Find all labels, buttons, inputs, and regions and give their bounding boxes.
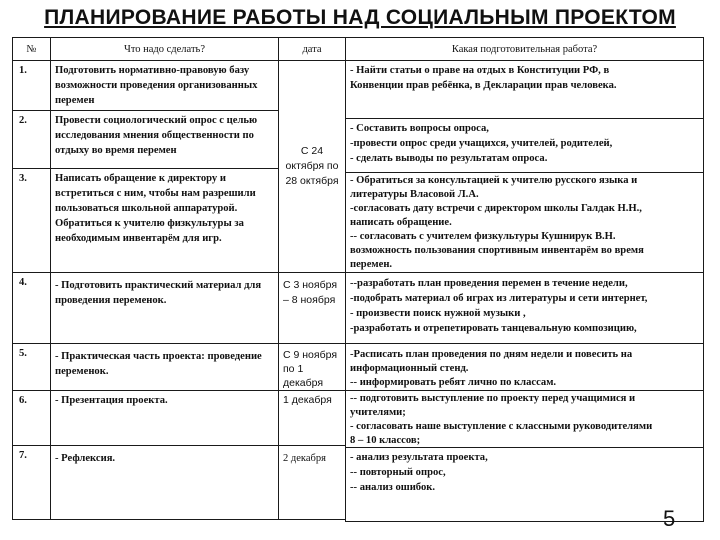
row-num: 5. (12, 343, 51, 391)
task-text: - Подготовить практический материал для проведения переменок. (55, 280, 262, 306)
task-cell (50, 272, 279, 344)
task-text: Подготовить нормативно-правовую базу возможности проведения организованных перемен (55, 65, 258, 106)
task-text: Провести социологический опрос с целью исследования мнения общественности по отдыху во время перемен (55, 115, 258, 156)
prep-line: перемен. (350, 259, 393, 270)
prep-line: написать обращение. (350, 217, 452, 228)
prep-line: Конвенции прав ребёнка, в Декларации прав человека. (350, 80, 617, 91)
date-line: 2 декабря (283, 453, 326, 464)
header-prep: Какая подготовительная работа? (345, 37, 704, 61)
prep-cell (345, 390, 704, 448)
date-cell (278, 60, 346, 273)
header-date: дата (278, 37, 346, 61)
prep-line: -согласовать дату встречи с директором школы Галдак Н.Н., (350, 203, 642, 214)
date-cell (278, 343, 346, 391)
row-num: 7. (12, 445, 51, 520)
date-cell (278, 272, 346, 344)
task-cell (50, 60, 279, 111)
prep-line: -разработать и отрепетировать танцевальную композицию, (350, 323, 637, 334)
date-line: 28 октября (285, 175, 339, 187)
task-cell (50, 168, 279, 273)
row-num: 4. (12, 272, 51, 344)
date-line: – 8 ноября (283, 294, 336, 306)
task-cell (50, 110, 279, 169)
prep-line: - Составить вопросы опроса, (350, 123, 489, 134)
prep-cell (345, 447, 704, 522)
prep-line: - сделать выводы по результатам опроса. (350, 153, 548, 164)
page-number: 5 (663, 506, 676, 531)
task-cell (50, 390, 279, 446)
prep-cell (345, 118, 704, 173)
prep-line: -- повторный опрос, (350, 467, 446, 478)
prep-line: -провести опрос среди учащихся, учителей, родителей, (350, 138, 613, 149)
prep-line: -- подготовить выступление по проекту перед учащимися и (350, 393, 636, 404)
prep-line: учителями; (350, 407, 406, 418)
prep-line: - согласовать наше выступление с классными руководителями (350, 421, 653, 432)
prep-line: - Обратиться за консультацией к учителю русского языка и (350, 175, 638, 186)
row-num: 1. (12, 60, 51, 111)
date-line: 1 декабря (283, 394, 332, 406)
date-line: С 9 ноября (283, 349, 338, 361)
page-title: ПЛАНИРОВАНИЕ РАБОТЫ НАД СОЦИАЛЬНЫМ ПРОЕКТОМ (44, 6, 676, 29)
date-cell (278, 390, 346, 446)
prep-cell (345, 172, 704, 273)
prep-line: литературы Власовой Л.А. (350, 189, 479, 200)
prep-cell (345, 60, 704, 119)
prep-line: - произвести поиск нужной музыки , (350, 308, 526, 319)
prep-cell (345, 272, 704, 344)
task-text: - Презентация проекта. (55, 395, 168, 406)
prep-line: -- информировать ребят лично по классам. (350, 377, 557, 388)
row-num: 6. (12, 390, 51, 446)
task-cell (50, 445, 279, 520)
row-num: 2. (12, 110, 51, 169)
date-line: по 1 (283, 363, 304, 375)
prep-line: - анализ результата проекта, (350, 452, 488, 463)
prep-line: -подобрать материал об играх из литературы и сети интернет, (350, 293, 648, 304)
header-task: Что надо сделать? (50, 37, 279, 61)
prep-line: --разработать план проведения перемен в течение недели, (350, 278, 628, 289)
task-text: Написать обращение к директору и встретиться с ним, чтобы нам разрешили пользоваться школьной аппаратурой. (55, 173, 256, 214)
prep-line: -Расписать план проведения по дням недели и повесить на (350, 349, 633, 360)
prep-line: возможность пользования спортивным инвентарём во время (350, 245, 644, 256)
prep-line: -- согласовать с учителем физкультуры Кушнирук В.Н. (350, 231, 616, 242)
header-num: № (12, 37, 51, 61)
task-text-extra: Обратиться к учителю физкультуры за необходимым инвентарём для игр. (55, 218, 244, 244)
prep-line: информационный стенд. (350, 363, 469, 374)
prep-line: -- анализ ошибок. (350, 482, 435, 493)
prep-line: - Найти статьи о праве на отдых в Конституции РФ, в (350, 65, 610, 76)
task-cell (50, 343, 279, 391)
date-line: С 24 (300, 145, 324, 157)
date-line: октября по (285, 160, 339, 172)
date-line: декабря (283, 377, 324, 389)
prep-line: 8 – 10 классов; (350, 435, 421, 446)
date-cell (278, 445, 346, 520)
date-line: С 3 ноября (283, 279, 338, 291)
task-text: - Рефлексия. (55, 453, 116, 464)
row-num: 3. (12, 168, 51, 273)
task-text: - Практическая часть проекта: проведение переменок. (55, 351, 262, 377)
prep-cell (345, 343, 704, 391)
